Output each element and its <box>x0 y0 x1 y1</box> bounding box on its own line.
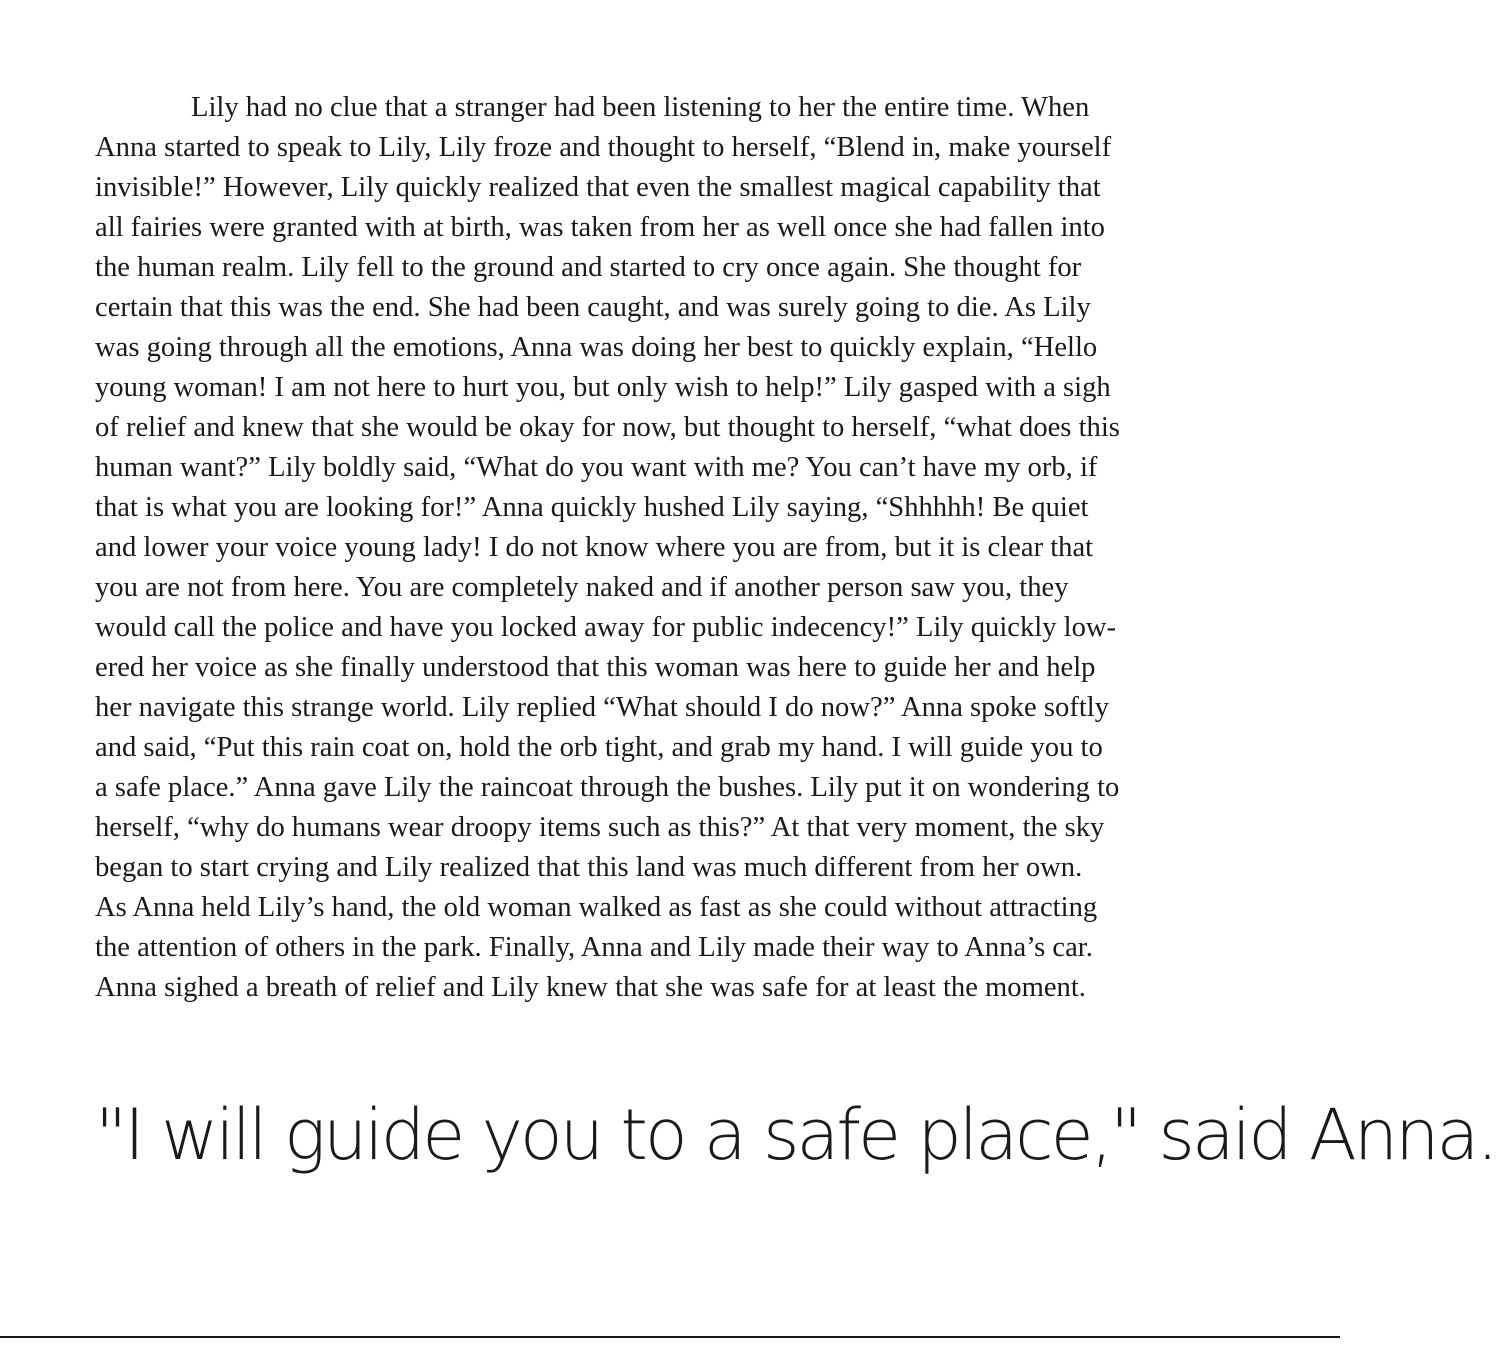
story-paragraph <box>95 88 1255 1008</box>
story-line: her navigate this strange world. Lily replied “What should I do now?” Anna spoke softly <box>95 692 1110 723</box>
story-line: young woman! I am not here to hurt you, but only wish to help!” Lily gasped with a sigh <box>95 372 1111 403</box>
story-line: Anna sighed a breath of relief and Lily knew that she was safe for at least the moment. <box>95 972 1086 1003</box>
story-line: Anna started to speak to Lily, Lily froze and thought to herself, “Blend in, make yourself <box>95 132 1112 163</box>
pull-quote: "I will guide you to a safe place," said Anna. <box>95 1094 1496 1176</box>
page-bottom-divider <box>0 1336 1340 1338</box>
story-line: Lily had no clue that a stranger had been listening to her the entire time. When <box>191 92 1090 123</box>
story-line: all fairies were granted with at birth, was taken from her as well once she had fallen into <box>95 212 1105 243</box>
story-line: invisible!” However, Lily quickly realized that even the smallest magical capability that <box>95 172 1101 203</box>
story-line: and lower your voice young lady! I do not know where you are from, but it is clear that <box>95 532 1094 563</box>
story-line: began to start crying and Lily realized that this land was much different from her own. <box>95 852 1083 883</box>
story-line: was going through all the emotions, Anna was doing her best to quickly explain, “Hello <box>95 332 1098 363</box>
story-line: As Anna held Lily’s hand, the old woman walked as fast as she could without attracting <box>95 892 1098 923</box>
story-line: a safe place.” Anna gave Lily the raincoat through the bushes. Lily put it on wondering to <box>95 772 1120 803</box>
story-line: the attention of others in the park. Finally, Anna and Lily made their way to Anna’s car. <box>95 932 1093 963</box>
story-line: the human realm. Lily fell to the ground and started to cry once again. She thought for <box>95 252 1082 283</box>
story-line: you are not from here. You are completely naked and if another person saw you, they <box>95 572 1069 603</box>
story-line: human want?” Lily boldly said, “What do you want with me? You can’t have my orb, if <box>95 452 1098 483</box>
story-line: and said, “Put this rain coat on, hold the orb tight, and grab my hand. I will guide you to <box>95 732 1103 763</box>
story-line: ered her voice as she finally understood that this woman was here to guide her and help <box>95 652 1096 683</box>
story-line: of relief and knew that she would be okay for now, but thought to herself, “what does this <box>95 412 1120 443</box>
story-line: would call the police and have you locked away for public indecency!” Lily quickly low- <box>95 612 1117 643</box>
story-line: herself, “why do humans wear droopy items such as this?” At that very moment, the sky <box>95 812 1105 843</box>
story-line: certain that this was the end. She had been caught, and was surely going to die. As Lily <box>95 292 1091 323</box>
story-line: that is what you are looking for!” Anna quickly hushed Lily saying, “Shhhhh! Be quiet <box>95 492 1089 523</box>
